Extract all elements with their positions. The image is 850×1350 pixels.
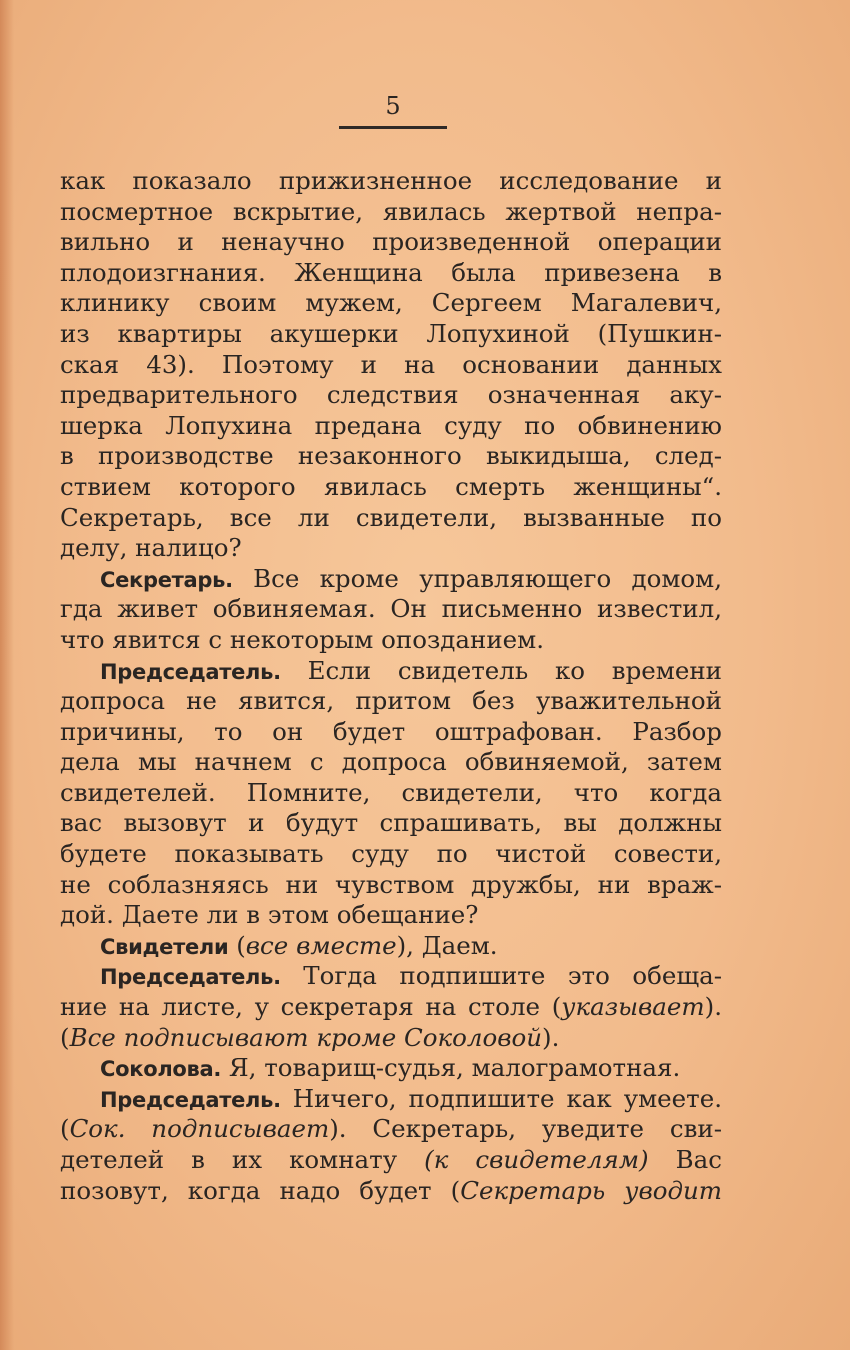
speech-text: ( (236, 930, 246, 960)
dialogue-line (60, 931, 722, 962)
speech-text: Если свидетель ко времени (307, 655, 722, 685)
speech-text: Тогда подпишите это обеща- (303, 961, 722, 991)
paragraph-chairman (60, 656, 722, 931)
speaker-name: Председатель. (100, 659, 281, 684)
text-line: гда живет обвиняемая. Он письменно известил, (60, 594, 722, 624)
dialogue-line (60, 564, 722, 595)
text-line: дела мы начнем с допроса обвиняемой, затем (60, 747, 722, 777)
stage-direction: Секретарь уводит (460, 1175, 722, 1205)
paragraph-witnesses (60, 931, 722, 962)
paragraph-chairman-dismiss (60, 1084, 722, 1206)
text-line: вильно и ненаучно произведенной операции (60, 227, 722, 257)
speech-text: ), Даем. (396, 930, 498, 960)
stage-direction: Все подписывают кроме Соколовой (69, 1022, 543, 1052)
stage-direction: (к свидетелям) (424, 1145, 649, 1174)
speech-text: Вас (648, 1145, 723, 1174)
speech-text: Все кроме управляющего домом, (253, 563, 722, 593)
text-line: клинику своим мужем, Сергеем Магалевич, (60, 288, 722, 318)
header-rule (339, 126, 447, 129)
paragraph-indictment (60, 166, 722, 564)
speech-text: Я, товарищ-судья, малограмотная. (228, 1053, 681, 1083)
text-line: посмертное вскрытие, явилась жертвой непра- (60, 196, 722, 226)
text-line (60, 1023, 722, 1054)
speaker-name: Свидетели (100, 934, 229, 959)
paragraph-chairman-sign (60, 961, 722, 1053)
stage-direction: Сок. подписывает (69, 1114, 330, 1144)
text-line: Секретарь, все ли свидетели, вызванные по (60, 502, 722, 532)
text-line: не соблазняясь ни чувством дружбы, ни враж- (60, 869, 722, 899)
paragraph-sokolova (60, 1053, 722, 1084)
text-line: будете показывать суду по чистой совести, (60, 839, 722, 869)
page-number: 5 (385, 92, 401, 120)
speech-text: позовут, когда надо будет ( (60, 1175, 461, 1205)
dialogue-line (60, 961, 722, 992)
stage-direction: указывает (561, 992, 705, 1022)
paragraph-secretary (60, 564, 722, 656)
speech-text: Ничего, подпишите как умеете. (292, 1083, 722, 1113)
speech-text: ние на листе, у секретаря на столе ( (60, 992, 562, 1022)
page-edge-shadow (0, 0, 14, 1350)
text-line: делу, налицо? (60, 533, 242, 563)
text-line: что явится с некоторым опозданием. (60, 624, 545, 654)
speech-text: ( (60, 1022, 70, 1052)
text-line (60, 1145, 722, 1176)
text-line: в производстве незаконного выкидыша, след- (60, 441, 722, 471)
text-line: причины, то он будет оштрафован. Разбор (60, 716, 722, 746)
speaker-name: Председатель. (100, 1087, 281, 1112)
text-line: ская 43). Поэтому и на основании данных (60, 349, 722, 379)
text-line (60, 1176, 722, 1207)
text-line: шерка Лопухина предана суду по обвинению (60, 410, 722, 440)
text-line (60, 1114, 722, 1145)
text-line: из квартиры акушерки Лопухиной (Пушкин- (60, 318, 722, 348)
text-line: ствием которого явилась смерть женщины“. (60, 471, 722, 501)
speech-text: ). (542, 1022, 560, 1052)
speech-text: ( (60, 1114, 70, 1144)
speech-text: ). (704, 992, 722, 1022)
text-line: плодоизгнания. Женщина была привезена в (60, 257, 722, 287)
speech-text: ). Секретарь, уведите сви- (329, 1114, 722, 1144)
text-line: допроса не явится, притом без уважительной (60, 686, 722, 716)
text-line: как показало прижизненное исследование и (60, 166, 722, 195)
speaker-name: Секретарь. (100, 567, 233, 592)
speaker-name: Соколова. (100, 1057, 222, 1082)
speaker-name: Председатель. (100, 965, 281, 990)
text-line (60, 992, 722, 1023)
stage-direction: все вместе (245, 930, 397, 960)
speech-text: детелей в их комнату (60, 1145, 425, 1174)
text-line: дой. Даете ли в этом обещание? (60, 900, 479, 930)
dialogue-line (60, 1053, 722, 1084)
text-line: предварительного следствия означенная аку- (60, 380, 722, 410)
text-line: свидетелей. Помните, свидетели, что когда (60, 777, 722, 807)
dialogue-line (60, 656, 722, 687)
text-line: вас вызовут и будут спрашивать, вы должны (60, 808, 722, 838)
body-text (60, 166, 722, 1206)
dialogue-line (60, 1084, 722, 1115)
